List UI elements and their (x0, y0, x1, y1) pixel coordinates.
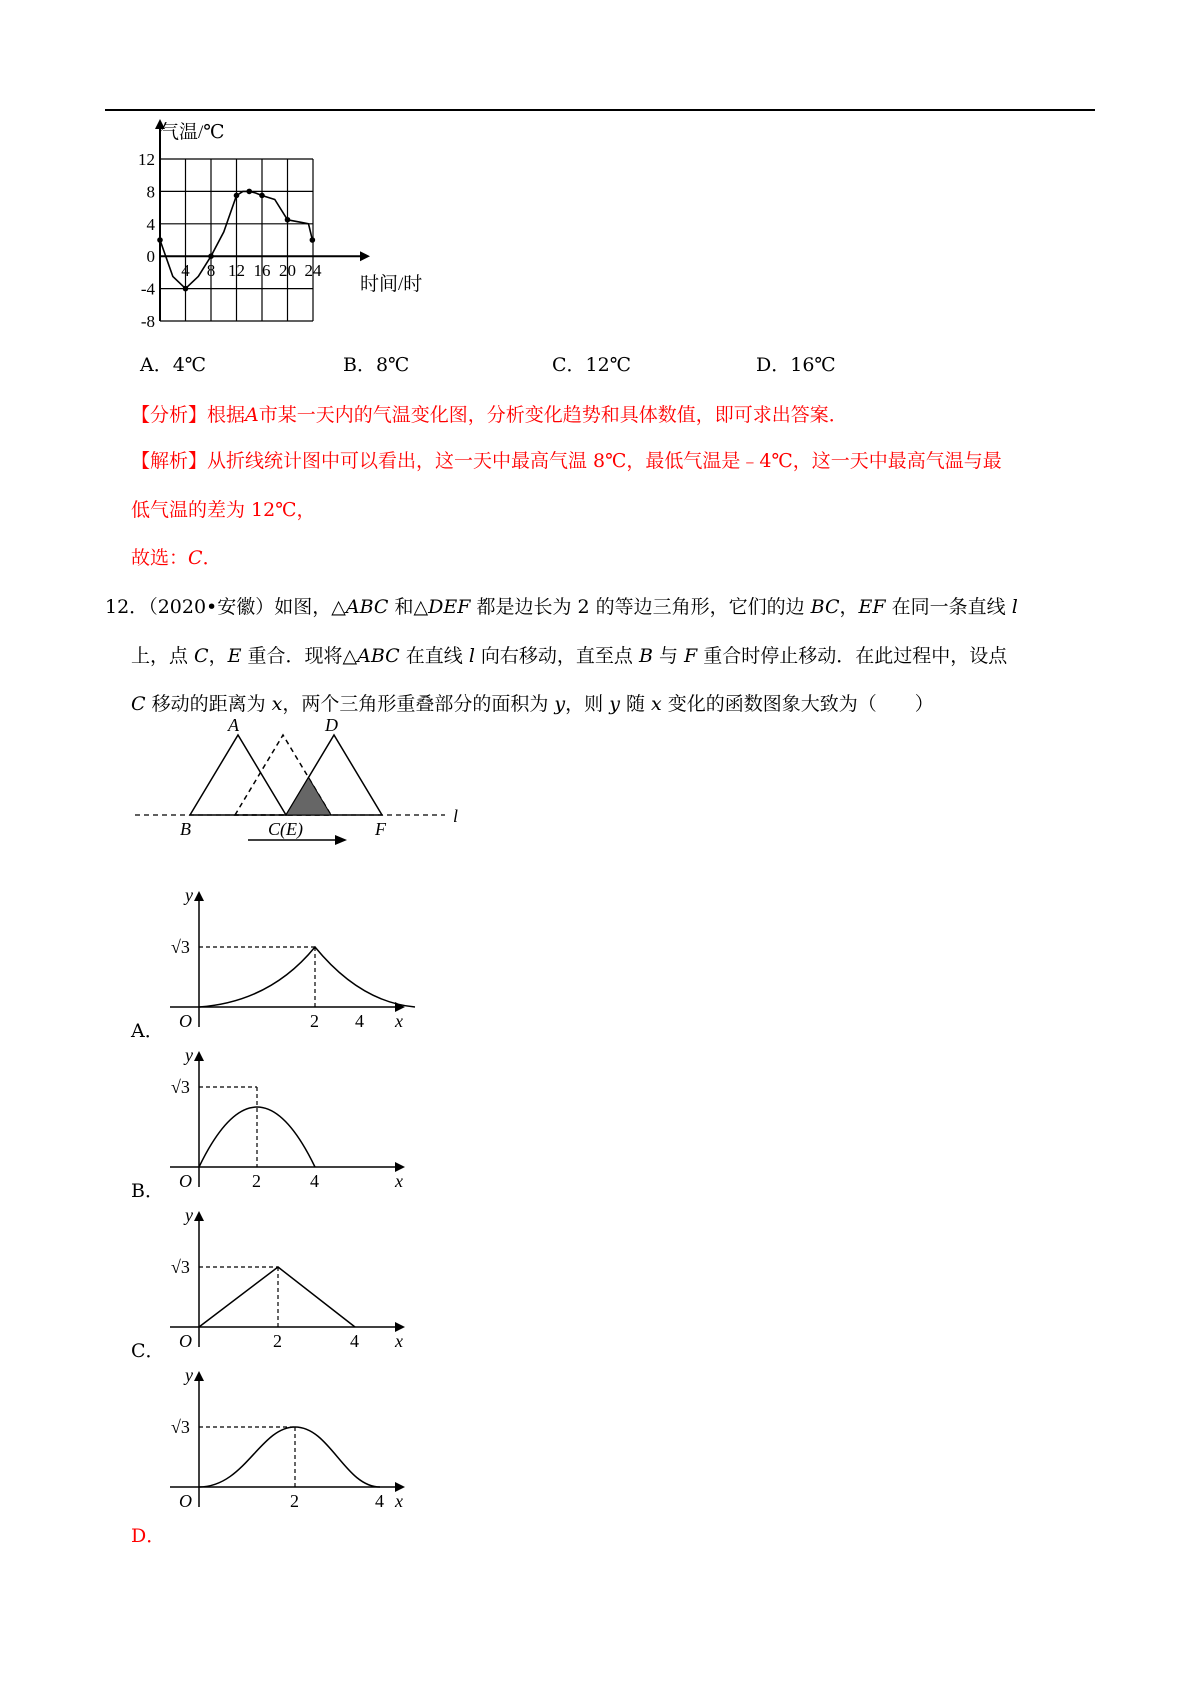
q12-var: ABC (345, 596, 389, 618)
y-tick-label: 4 (146, 214, 155, 234)
data-point (310, 237, 316, 243)
x-tick-label: 8 (206, 261, 216, 281)
axis-label-y: y (185, 1365, 193, 1385)
q12-option-c: C． (131, 1340, 165, 1362)
tick-2: 2 (290, 1491, 299, 1511)
answer-suffix: ． (202, 547, 222, 569)
data-point (246, 189, 252, 195)
y-tick-label: 12 (138, 150, 155, 169)
q12-var: DEF (428, 596, 471, 618)
solution-line-2: 低气温的差为 12℃， (131, 499, 316, 521)
question-number: 12． (105, 596, 149, 618)
origin-label: O (179, 1331, 192, 1351)
analysis-text: 根据 (207, 404, 246, 426)
y-tick-label: 8 (146, 182, 155, 202)
graph-c (170, 1205, 410, 1351)
y-axis-arrow-icon (194, 1371, 204, 1381)
chart-ticks (138, 150, 322, 331)
label-a: A (228, 715, 239, 735)
q12-text: ， (208, 645, 228, 667)
solution-text: 从折线统计图中可以看出，这一天中最高气温 8℃，最低气温是﹣4℃，这一天中最高气温与最 (207, 450, 1002, 472)
origin-label: O (179, 1491, 192, 1511)
data-point (259, 193, 265, 199)
axis-label-x: x (395, 1491, 403, 1511)
q12-var: C (194, 645, 209, 667)
q12-text: ， (839, 596, 859, 618)
q12-text: 与 (652, 645, 685, 667)
analysis-paragraph (131, 401, 848, 429)
x-axis-arrow-icon (360, 251, 370, 261)
q12-text: 都是边长为 2 的等边三角形，它们的边 (470, 596, 811, 618)
x-tick-label: 20 (279, 261, 296, 281)
q12-var: ABC (357, 645, 400, 667)
q12-text: 随 (619, 693, 652, 715)
analysis-city: A (245, 404, 259, 426)
question-source: （2020•安徽） (148, 596, 275, 618)
triangles-figure (135, 715, 465, 865)
tick-2: 2 (252, 1171, 261, 1191)
solution-label: 【解析】 (131, 450, 208, 472)
data-point (183, 286, 189, 292)
answer-line (131, 544, 222, 572)
tick-sqrt3: √3 (171, 1257, 190, 1277)
solution-line-1 (131, 447, 1002, 475)
data-point (234, 193, 240, 199)
tick-2: 2 (273, 1331, 282, 1351)
graph-a (170, 885, 410, 1031)
q12-option-a: A． (131, 1020, 164, 1042)
q11-option-d: D．16℃ (756, 354, 836, 376)
tick-4: 4 (375, 1491, 384, 1511)
tick-2: 2 (310, 1011, 319, 1031)
label-f: F (375, 819, 386, 839)
answer-choice: C (188, 547, 203, 569)
q12-var: l (1011, 596, 1018, 618)
temperature-chart (120, 115, 450, 330)
curve-c (199, 1267, 355, 1327)
tick-sqrt3: √3 (171, 937, 190, 957)
label-b: B (180, 819, 191, 839)
q12-text: 变化的函数图象大致为（ ） (661, 693, 934, 715)
q12-var: l (468, 645, 475, 667)
q12-var: B (638, 645, 653, 667)
q12-var: y (609, 693, 620, 715)
q12-text: 在同一条直线 (885, 596, 1012, 618)
axis-label-x: x (395, 1011, 403, 1031)
y-tick-label: -4 (140, 279, 155, 299)
y-axis-arrow-icon (194, 1051, 204, 1061)
origin-label: O (179, 1011, 192, 1031)
graph-b (170, 1045, 410, 1191)
triangle-abc (190, 735, 286, 815)
q12-text: 重合．现将△ (241, 645, 358, 667)
y-axis-arrow-icon (194, 1211, 204, 1221)
header-rule (105, 109, 1095, 111)
x-tick-label: 24 (304, 261, 322, 281)
x-tick-label: 4 (181, 261, 190, 281)
q12-option-b: B． (131, 1180, 164, 1202)
q12-option-d: D． (131, 1525, 166, 1547)
q12-line-1 (105, 593, 1018, 621)
tick-4: 4 (350, 1331, 359, 1351)
q12-text: 向右移动，直至点 (474, 645, 639, 667)
chart-grid (160, 159, 313, 321)
q12-text: 和△ (388, 596, 429, 618)
q12-line-3 (131, 690, 934, 718)
origin-label: O (179, 1171, 192, 1191)
tick-4: 4 (310, 1171, 319, 1191)
x-tick-label: 16 (253, 261, 271, 281)
q12-line-2 (131, 642, 1007, 670)
q12-text: 上，点 (131, 645, 195, 667)
arrow-right-icon (335, 835, 347, 845)
graph-d (170, 1365, 410, 1511)
label-ce: C(E) (268, 819, 303, 839)
q12-var: C (131, 693, 146, 715)
tick-sqrt3: √3 (171, 1077, 190, 1097)
q12-var: F (684, 645, 698, 667)
analysis-text-2: 市某一天内的气温变化图，分析变化趋势和具体数值，即可求出答案． (258, 404, 848, 426)
x-axis-label: 时间/时 (360, 274, 423, 295)
label-l: l (453, 806, 459, 826)
answer-prefix: 故选： (131, 547, 189, 569)
q12-var: x (651, 693, 662, 715)
axis-label-y: y (185, 1205, 193, 1225)
axis-label-x: x (395, 1171, 403, 1191)
q11-option-b: B．8℃ (343, 354, 410, 376)
data-point (285, 217, 291, 223)
y-axis-label: 气温/℃ (160, 122, 225, 143)
overlap-shaded (286, 778, 331, 816)
y-tick-label: 0 (146, 247, 155, 267)
q12-text: 在直线 (399, 645, 469, 667)
q12-var: EF (858, 596, 886, 618)
q12-text: 移动的距离为 (145, 693, 272, 715)
axis-label-y: y (185, 1045, 193, 1065)
data-point (208, 253, 214, 259)
axis-label-y: y (185, 885, 193, 905)
tick-sqrt3: √3 (171, 1417, 190, 1437)
y-tick-label: -8 (140, 312, 155, 331)
axis-label-x: x (395, 1331, 403, 1351)
curve-d (199, 1427, 380, 1487)
q12-var: x (271, 693, 283, 715)
data-point (157, 237, 163, 243)
q12-text: 重合时停止移动．在此过程中，设点 (697, 645, 1008, 667)
q11-option-a: A．4℃ (140, 354, 207, 376)
q12-var: BC (810, 596, 840, 618)
q12-var: y (554, 693, 566, 715)
y-axis-arrow-icon (194, 891, 204, 901)
q12-var: E (227, 645, 242, 667)
q12-text: 如图，△ (274, 596, 346, 618)
analysis-label: 【分析】 (131, 404, 208, 426)
q11-option-c: C．12℃ (552, 354, 631, 376)
x-tick-label: 12 (228, 261, 245, 281)
q12-text: ，则 (565, 693, 610, 715)
tick-4: 4 (355, 1011, 364, 1031)
curve-a (199, 947, 415, 1007)
q12-text: ，两个三角形重叠部分的面积为 (282, 693, 555, 715)
label-d: D (325, 715, 338, 735)
